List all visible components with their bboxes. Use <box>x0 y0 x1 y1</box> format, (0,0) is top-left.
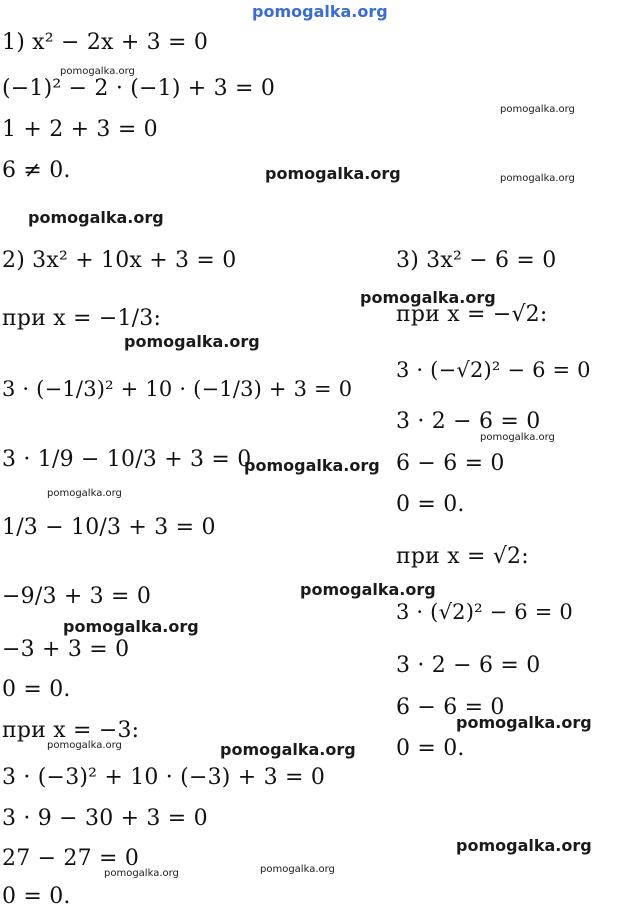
watermark: pomogalka.org <box>63 617 199 636</box>
watermark: pomogalka.org <box>220 740 356 759</box>
p2-root1-sub: 3 · (−1/3)² + 10 · (−1/3) + 3 = 0 <box>2 377 353 401</box>
p3-root1-label: при x = −√2: <box>396 302 548 327</box>
p1-step: 1 + 2 + 3 = 0 <box>2 117 158 142</box>
p2-equation: 2) 3x² + 10x + 3 = 0 <box>2 248 237 273</box>
watermark: pomogalka.org <box>300 580 436 599</box>
p2-root1-step2: 1/3 − 10/3 + 3 = 0 <box>2 515 216 540</box>
p1-equation: 1) x² − 2x + 3 = 0 <box>2 30 209 55</box>
watermark: pomogalka.org <box>60 66 135 77</box>
p1-substitution: (−1)² − 2 · (−1) + 3 = 0 <box>2 76 276 101</box>
watermark: pomogalka.org <box>456 836 592 855</box>
p3-root1-step2: 6 − 6 = 0 <box>396 451 505 476</box>
p3-root1-result: 0 = 0. <box>396 492 465 517</box>
watermark: pomogalka.org <box>500 173 575 184</box>
p2-root1-label: при x = −1/3: <box>2 306 162 331</box>
p3-root2-step1: 3 · 2 − 6 = 0 <box>396 653 541 678</box>
watermark: pomogalka.org <box>47 740 122 751</box>
watermark: pomogalka.org <box>265 164 401 183</box>
watermark: pomogalka.org <box>104 868 179 879</box>
p3-root2-label: при x = √2: <box>396 544 529 569</box>
p2-root1-step1: 3 · 1/9 − 10/3 + 3 = 0 <box>2 447 252 472</box>
watermark-top: pomogalka.org <box>252 2 388 21</box>
p2-root2-sub: 3 · (−3)² + 10 · (−3) + 3 = 0 <box>2 765 326 790</box>
p3-root2-step2: 6 − 6 = 0 <box>396 695 505 720</box>
watermark: pomogalka.org <box>28 208 164 227</box>
p2-root2-result: 0 = 0. <box>2 884 71 909</box>
p3-root1-step1: 3 · 2 − 6 = 0 <box>396 409 541 434</box>
p2-root2-label: при x = −3: <box>2 718 140 743</box>
p2-root1-result: 0 = 0. <box>2 677 71 702</box>
p3-root2-result: 0 = 0. <box>396 736 465 761</box>
watermark: pomogalka.org <box>260 864 335 875</box>
p2-root1-step4: −3 + 3 = 0 <box>2 637 130 662</box>
p3-root1-sub: 3 · (−√2)² − 6 = 0 <box>396 358 591 382</box>
watermark: pomogalka.org <box>124 332 260 351</box>
p2-root1-step3: −9/3 + 3 = 0 <box>2 584 152 609</box>
p3-root2-sub: 3 · (√2)² − 6 = 0 <box>396 600 573 624</box>
p1-result: 6 ≠ 0. <box>2 158 71 183</box>
watermark: pomogalka.org <box>360 288 496 307</box>
watermark: pomogalka.org <box>47 488 122 499</box>
watermark: pomogalka.org <box>456 713 592 732</box>
watermark: pomogalka.org <box>480 432 555 443</box>
watermark: pomogalka.org <box>500 104 575 115</box>
p2-root2-step1: 3 · 9 − 30 + 3 = 0 <box>2 806 208 831</box>
p3-equation: 3) 3x² − 6 = 0 <box>396 248 557 273</box>
p2-root2-step2: 27 − 27 = 0 <box>2 846 140 871</box>
watermark: pomogalka.org <box>244 456 380 475</box>
